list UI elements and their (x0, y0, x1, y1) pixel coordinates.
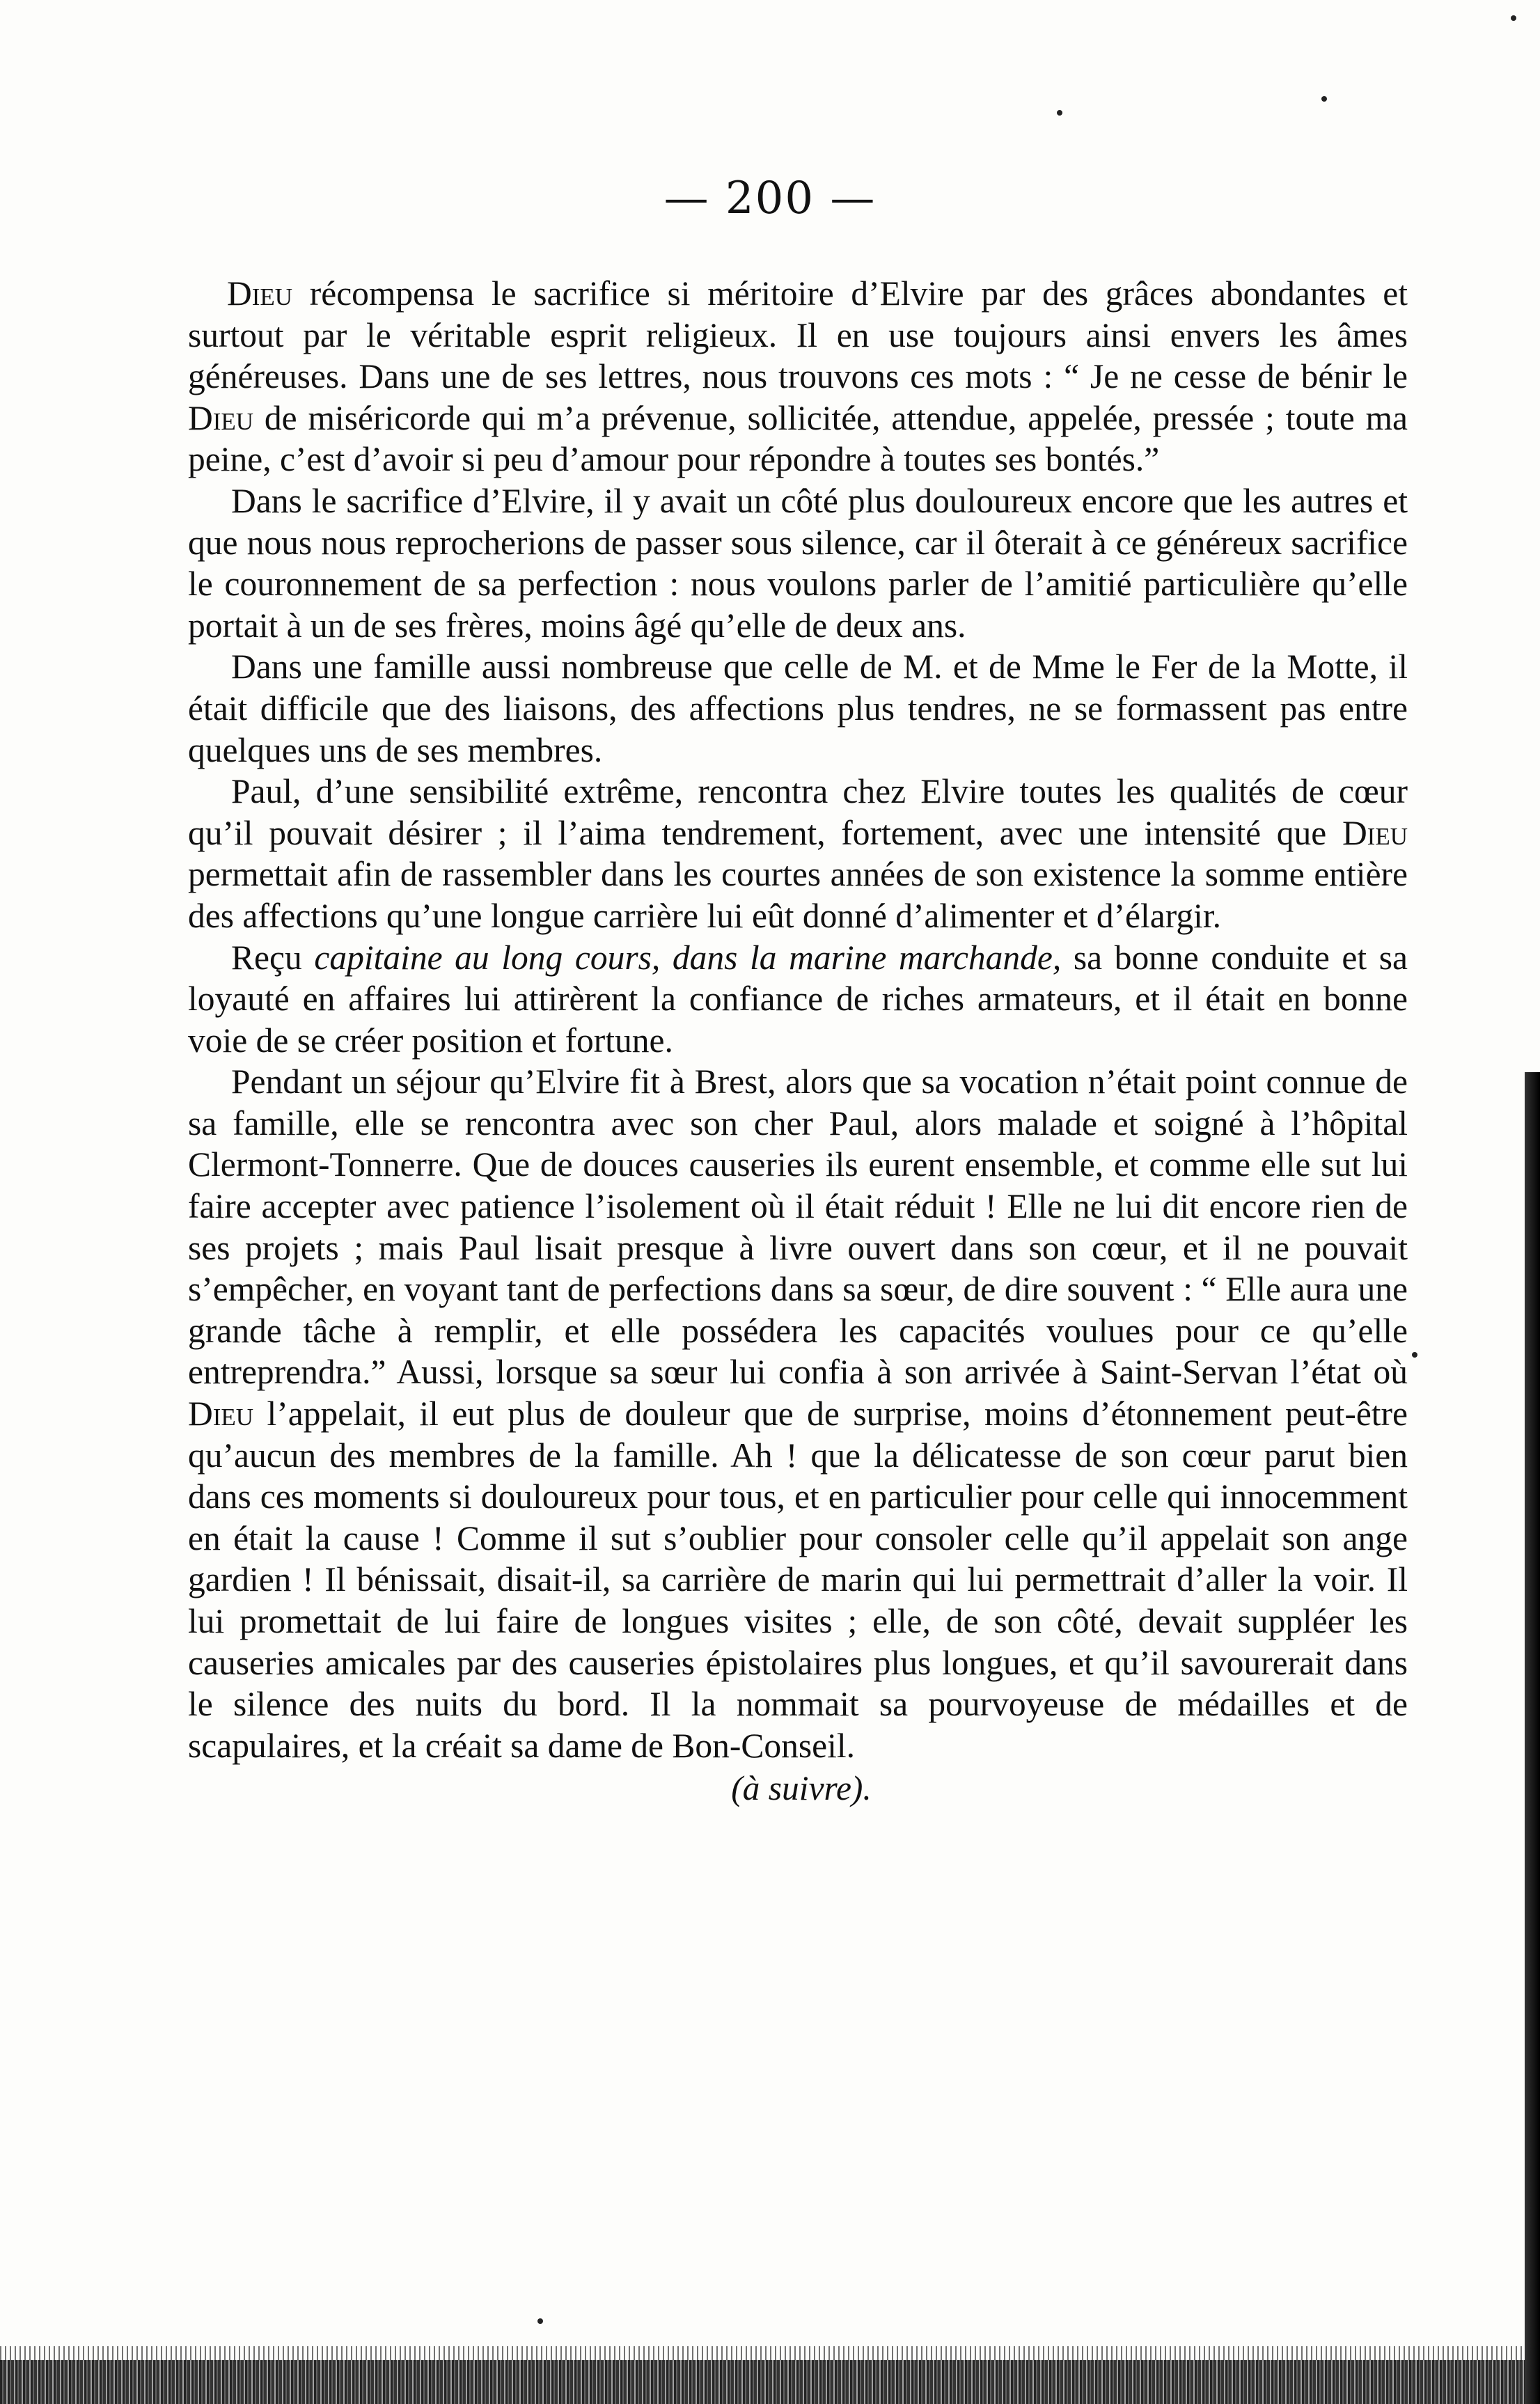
italic-phrase: capitaine au long cours, dans la marine marchande, (314, 938, 1062, 977)
paragraph (188, 480, 1408, 646)
text-run: de miséricorde qui m’a prévenue, sollicitée, attendue, appelée, pressée ; toute ma peine, c’est d’avoir si peu d’amour pour répondre à toutes ses bontés.” (188, 398, 1408, 479)
scan-speck (1511, 15, 1516, 21)
continuation-note: (à suivre). (731, 1769, 872, 1808)
paragraph-list (188, 273, 1408, 1766)
text-run: Reçu (231, 938, 315, 977)
small-caps-word: Dieu (1342, 813, 1408, 852)
scan-speck (1321, 96, 1327, 102)
small-caps-word: Dieu (227, 274, 293, 313)
scan-right-border (1525, 1072, 1540, 2404)
text-run: Paul, d’une sensibilité extrême, rencontra chez Elvire toutes les qualités de cœur qu’il pouvait désirer ; il l’aima tendrement, fortement, avec une intensité que (188, 772, 1408, 852)
paragraph (188, 1061, 1408, 1766)
scan-bottom-border (0, 2360, 1540, 2404)
paragraph (188, 771, 1408, 936)
small-caps-word: Dieu (188, 398, 254, 437)
paragraph (188, 937, 1408, 1062)
paragraph (188, 646, 1408, 771)
text-run: Dans une famille aussi nombreuse que celle de M. et de Mme le Fer de la Motte, il était difficile que des liaisons, des affections plus tendres, ne se formassent pas entre quelques uns de ses membres. (188, 647, 1408, 769)
text-run: Dans le sacrifice d’Elvire, il y avait un côté plus douloureux encore que les autres et que nous nous reprocherions de passer sous silence, car il ôterait à ce généreux sacrifice le couronnement de sa perfection : nous voulons parler de l’amitié particulière qu’elle portait à un de ses frères, moins âgé qu’elle de deux ans. (188, 481, 1408, 645)
text-run: permettait afin de rassembler dans les courtes années de son existence la somme entière des affections qu’une longue carrière lui eût donné d’alimenter et d’élargir. (188, 855, 1408, 935)
scan-edge-noise (0, 2346, 1540, 2362)
paragraph (188, 273, 1408, 480)
scan-speck (1412, 1352, 1417, 1358)
body-text (188, 273, 1408, 1809)
text-run: sa bonne conduite et sa loyauté en affaires lui attirèrent la confiance de riches armateurs, et il était en bonne voie de se créer position et fortune. (188, 938, 1408, 1060)
scan-speck (537, 2318, 543, 2324)
text-run: récompensa le sacrifice si méritoire d’Elvire par des grâces abondantes et surtout par le véritable esprit religieux. Il en use toujours ainsi envers les âmes généreuses. Dans une de ses lettres, nous trouvons ces mots : “ Je ne cesse de bénir le (188, 274, 1408, 396)
page-number: — 200 — (663, 173, 877, 224)
small-caps-word: Dieu (188, 1395, 254, 1433)
scan-speck (1057, 110, 1062, 116)
text-run: Pendant un séjour qu’Elvire fit à Brest, alors que sa vocation n’était point connue de sa famille, elle se rencontra avec son cher Paul, alors malade et soigné à l’hôpital Clermont-Tonnerre. Que de douces causeries ils eurent ensemble, et comme elle sut lui faire accepter avec patience l’isolement où il était réduit ! Elle ne lui dit encore rien de ses projets ; mais Paul lisait presque à livre ouvert dans son cœur, et il ne pouvait s’empêcher, en voyant tant de perfections dans sa sœur, de dire souvent : “ Elle aura une grande tâche à remplir, et elle possédera les capacités voulues pour ce qu’elle entreprendra.” Aussi, lorsque sa sœur lui confia à son arrivée à Saint-Servan l’état où (188, 1062, 1408, 1392)
text-run: l’appelait, il eut plus de douleur que de surprise, moins d’étonnement peut-être qu’aucun des membres de la famille. Ah ! que la délicatesse de son cœur parut bien dans ces moments si douloureux pour tous, et en particulier pour celle qui innocemment en était la cause ! Comme il sut s’oublier pour consoler celle qu’il appelait son ange gardien ! Il bénissait, disait-il, sa carrière de marin qui lui permettrait d’aller la voir. Il lui promettait de lui faire de longues visites ; elle, de son côté, devait suppléer les causeries amicales par des causeries épistolaires plus longues, et qu’il savourerait dans le silence des nuits du bord. Il la nommait sa pourvoyeuse de médailles et de scapulaires, et la créait sa dame de Bon-Conseil. (188, 1395, 1408, 1765)
